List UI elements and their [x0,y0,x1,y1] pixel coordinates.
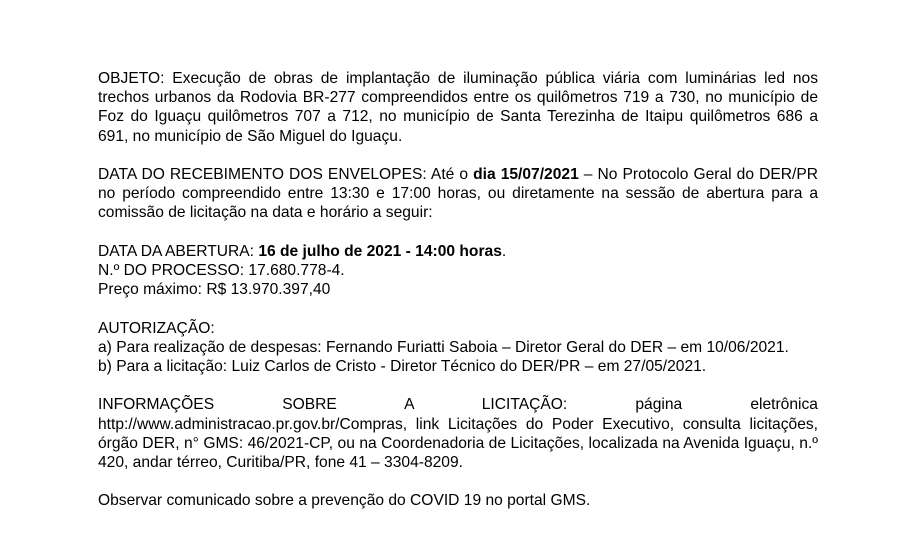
abertura-value: 16 de julho de 2021 - 14:00 horas [258,242,502,260]
document-body [98,69,818,511]
processo-label: N.º DO PROCESSO: [98,262,245,279]
spacer [98,376,818,395]
informacoes-word: página [635,396,683,414]
recebimento-text: – No Protocolo Geral do DER/PR no período compreendido entre 13:30 e 17:00 horas, ou diretamente na sessão de abertura para a comissão de licitação na data e horário a seguir: [98,166,818,222]
processo-value: 17.680.778-4. [244,262,345,279]
abertura-line [98,242,818,261]
spacer [98,146,818,165]
processo-line [98,261,818,280]
recebimento-paragraph [98,165,818,223]
informacoes-word: LICITAÇÃO: [481,396,568,414]
autorizacao-heading: AUTORIZAÇÃO: [98,319,215,337]
spacer [98,472,818,491]
informacoes-word: SOBRE [282,396,337,414]
informacoes-word: eletrônica [750,396,818,414]
objeto-label: OBJETO: [98,70,165,87]
abertura-suffix: . [501,242,507,260]
autorizacao-item-a: a) Para realização de despesas: Fernando Furiatti Saboia – Diretor Geral do DER – em 10/06/2021. [98,338,789,356]
abertura-label: DATA DA ABERTURA: [98,242,259,260]
objeto-paragraph [98,69,818,146]
preco-value: R$ 13.970.397,40 [206,281,331,299]
informacoes-text: http://www.administracao.pr.gov.br/Compras, link Licitações do Poder Executivo, consulta licitações, órgão DER, n° GMS: 46/2021-CP, ou na Coordenadoria de Licitações, localizada na Avenida Iguaçu, n.º 420, andar térreo, Curitiba/PR, fone 41 – 3304-8209. [98,415,818,471]
recebimento-label: DATA DO RECEBIMENTO DOS ENVELOPES: Até o [98,166,474,183]
informacoes-word: INFORMAÇÕES [98,396,215,414]
recebimento-date: dia 15/07/2021 [473,166,579,183]
preco-label: Preço máximo: [98,281,207,299]
autorizacao-item-b: b) Para a licitação: Luiz Carlos de Cristo - Diretor Técnico do DER/PR – em 27/05/2021. [98,358,707,375]
informacoes-word: A [404,396,414,414]
preco-line [98,280,818,299]
informacoes-heading [98,395,818,414]
covid-notice: Observar comunicado sobre a prevenção do COVID 19 no portal GMS. [98,492,591,510]
objeto-text: Execução de obras de implantação de iluminação pública viária com luminárias led nos trechos urbanos da Rodovia BR-277 compreendidos entre os quilômetros 719 a 730, no município de Foz do Iguaçu quilômetros 707 a 712, no município de Santa Terezinha de Itaipu quilômetros 686 a 691, no município de São Miguel do Iguaçu. [98,70,818,145]
spacer [98,223,818,242]
spacer [98,299,818,318]
